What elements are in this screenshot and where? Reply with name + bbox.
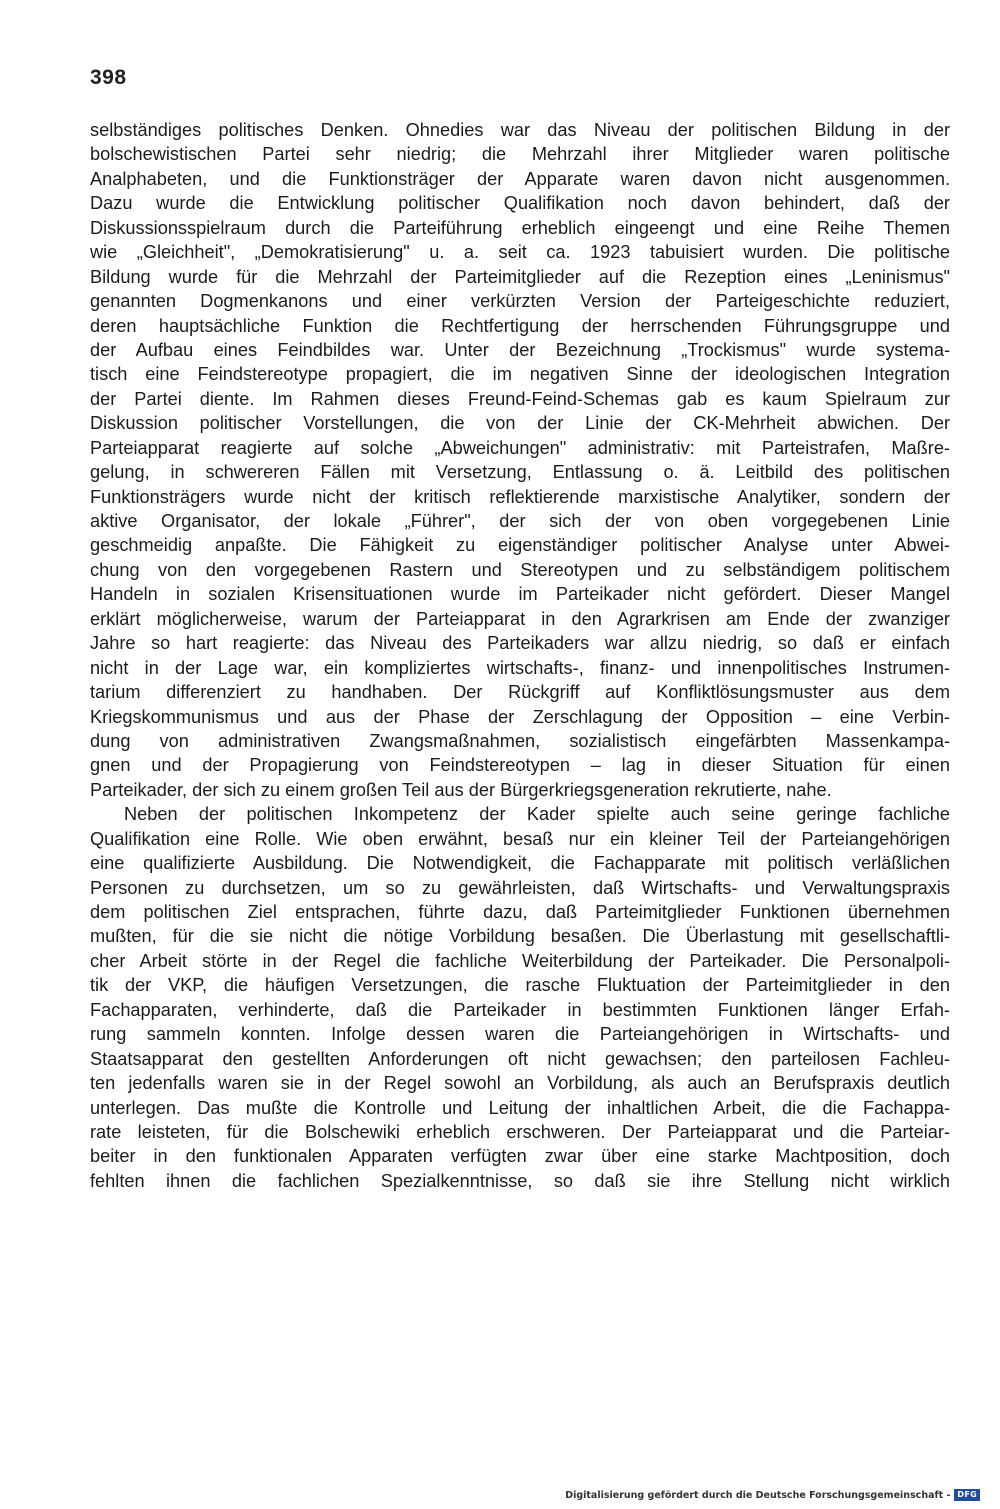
text-line: aktive Organisator, der lokale „Führer", der sich der von oben vorgegebenen Linie xyxy=(90,511,950,531)
text-line: nicht in der Lage war, ein kompliziertes wirtschafts-, finanz- und innenpolitisches Instrumen- xyxy=(90,657,950,678)
text-line: erklärt möglicherweise, warum der Parteiapparat in den Agrarkrisen am Ende der zwanziger xyxy=(90,608,950,629)
text-line: tik der VKP, die häufigen Versetzungen, die rasche Fluktuation der Parteimitglieder in den xyxy=(90,975,950,996)
text-line: rung sammeln konnten. Infolge dessen waren die Parteiangehörigen in Wirtschafts- und xyxy=(90,1024,950,1045)
text-line: beiter in den funktionalen Apparaten verfügten zwar über eine starke Machtposition, doch xyxy=(90,1146,950,1167)
text-line: geschmeidig anpaßte. Die Fähigkeit zu eigenständiger politischer Analyse unter Abwei- xyxy=(90,535,950,556)
text-line: Staatsapparat den gestellten Anforderungen oft nicht gewachsen; den parteilosen Fachleu- xyxy=(90,1048,950,1069)
text-line: Bildung wurde für die Mehrzahl der Parteimitglieder auf die Rezeption eines „Leninismus" xyxy=(90,266,950,287)
text-line: Jahre so hart reagierte: das Niveau des Parteikaders war allzu niedrig, so daß er einfach xyxy=(90,633,950,654)
digitization-credit xyxy=(565,1489,980,1501)
credit-text: Digitalisierung gefördert durch die Deutsche Forschungsgemeinschaft - xyxy=(565,1489,951,1501)
text-line: eine qualifizierte Ausbildung. Die Notwendigkeit, die Fachapparate mit politisch verläßlichen xyxy=(90,853,950,874)
text-line: dem politischen Ziel entsprachen, führte dazu, daß Parteimitglieder Funktionen übernehmen xyxy=(90,902,950,922)
text-line: Parteikader, der sich zu einem großen Teil aus der Bürgerkriegsgeneration rekrutierte, nahe. xyxy=(90,779,832,800)
text-line: cher Arbeit störte in der Regel die fachliche Weiterbildung der Parteikader. Die Personalpoli- xyxy=(90,950,950,971)
text-line: selbständiges politisches Denken. Ohnedies war das Niveau der politischen Bildung in der xyxy=(90,120,950,140)
text-line: der Partei diente. Im Rahmen dieses Freund-Feind-Schemas gab es kaum Spielraum zur xyxy=(90,388,950,409)
dfg-logo: DFG xyxy=(954,1489,980,1501)
text-line: Qualifikation eine Rolle. Wie oben erwähnt, besaß nur ein kleiner Teil der Parteiangehörigen xyxy=(90,828,950,849)
text-line: genannten Dogmenkanons und einer verkürzten Version der Parteigeschichte reduziert, xyxy=(90,291,950,312)
text-line: Diskussion politischer Vorstellungen, die von der Linie der CK-Mehrheit abwichen. Der xyxy=(90,413,950,434)
text-line: Dazu wurde die Entwicklung politischer Qualifikation noch davon behindert, daß der xyxy=(90,193,950,214)
text-line: Kriegskommunismus und aus der Phase der Zerschlagung der Opposition – eine Verbin- xyxy=(90,706,950,727)
text-line: tarium differenziert zu handhaben. Der Rückgriff auf Konfliktlösungsmuster aus dem xyxy=(90,682,950,703)
text-line: dung von administrativen Zwangsmaßnahmen, sozialistisch eingefärbten Massenkampa- xyxy=(90,730,950,751)
text-line: deren hauptsächliche Funktion die Rechtfertigung der herrschenden Führungsgruppe und xyxy=(90,315,950,336)
text-line: ten jedenfalls waren sie in der Regel sowohl an Vorbildung, als auch an Berufspraxis deutlich xyxy=(90,1073,950,1094)
text-line: Neben der politischen Inkompetenz der Kader spielte auch seine geringe fachliche xyxy=(124,804,950,825)
text-line: bolschewistischen Partei sehr niedrig; die Mehrzahl ihrer Mitglieder waren politische xyxy=(90,144,950,165)
text-line: gelung, in schwereren Fällen mit Versetzung, Entlassung o. ä. Leitbild des politischen xyxy=(90,462,950,483)
text-line: Parteiapparat reagierte auf solche „Abweichungen" administrativ: mit Parteistrafen, Maßre- xyxy=(90,437,950,458)
page-number: 398 xyxy=(90,66,127,89)
text-line: fehlten ihnen die fachlichen Spezialkenntnisse, so daß sie ihre Stellung nicht wirklich xyxy=(90,1170,950,1191)
text-line: Funktionsträgers wurde nicht der kritisch reflektierende marxistische Analytiker, sondern der xyxy=(90,486,950,507)
text-line: wie „Gleichheit", „Demokratisierung" u. a. seit ca. 1923 tabuisiert wurden. Die politische xyxy=(90,242,950,263)
text-line: chung von den vorgegebenen Rastern und Stereotypen und zu selbständigem politischem xyxy=(90,559,950,580)
text-line: unterlegen. Das mußte die Kontrolle und Leitung der inhaltlichen Arbeit, die die Fachappa- xyxy=(90,1097,950,1118)
text-line: Diskussionsspielraum durch die Parteiführung erheblich eingeengt und eine Reihe Themen xyxy=(90,217,950,238)
text-line: rate leisteten, für die Bolschewiki erheblich erschweren. Der Parteiapparat und die Parteiar- xyxy=(90,1121,950,1142)
text-line: Handeln in sozialen Krisensituationen wurde im Parteikader nicht gefördert. Dieser Mangel xyxy=(90,584,950,605)
body-text xyxy=(90,118,950,1193)
text-line: mußten, für die sie nicht die nötige Vorbildung besaßen. Die Überlastung mit gesellschaftli- xyxy=(90,926,950,947)
text-line: Analphabeten, und die Funktionsträger der Apparate waren davon nicht ausgenommen. xyxy=(90,168,950,189)
text-line: gnen und der Propagierung von Feindstereotypen – lag in dieser Situation für einen xyxy=(90,755,950,776)
text-line: der Aufbau eines Feindbildes war. Unter der Bezeichnung „Trockismus" wurde systema- xyxy=(90,339,950,360)
text-line: tisch eine Feindstereotype propagiert, die im negativen Sinne der ideologischen Integration xyxy=(90,364,950,385)
text-line: Fachapparaten, verhinderte, daß die Parteikader in bestimmten Funktionen länger Erfah- xyxy=(90,999,950,1020)
text-line: Personen zu durchsetzen, um so zu gewährleisten, daß Wirtschafts- und Verwaltungspraxis xyxy=(90,877,950,898)
